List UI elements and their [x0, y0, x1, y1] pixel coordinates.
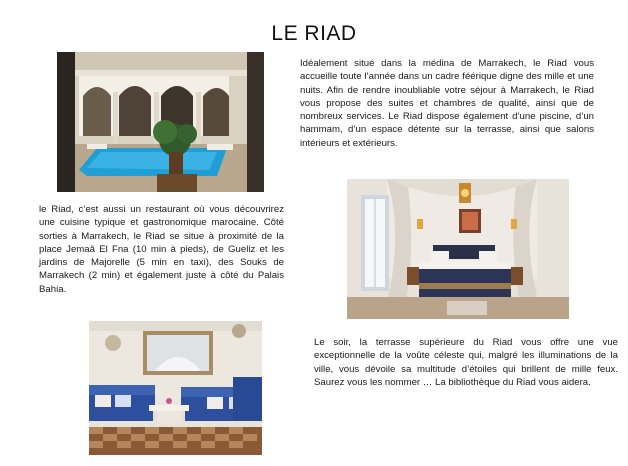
intro-paragraph: Idéalement situé dans la médina de Marrakech, le Riad vous accueille toute l’année dans un cadre féérique digne des mille et une nuits. Afin de rendre inoubliable votre séjour à Marrakech, le Riad vous propose des suites et chambres de qualité, ainsi que de nombreux services. Le Riad dispose également d’une piscine, d’un hammam, d’un espace détente sur la terrasse, ainsi que salons intérieurs et extérieurs.	[300, 58, 594, 149]
bedroom-photo	[347, 179, 569, 319]
page-title: LE RIAD	[271, 22, 357, 45]
courtyard-pool-photo	[57, 52, 264, 192]
terrace-paragraph: Le soir, la terrasse supérieure du Riad vous offre une vue exceptionnelle de la voûte céleste qui, malgré les illuminations de la ville, vous dévoile sa multitude d’étoiles qui brillent de mille feux. Saurez vous les nommer … La bibliothèque du Riad vous aidera.	[314, 337, 618, 388]
salon-photo	[89, 321, 262, 455]
restaurant-paragraph: le Riad, c’est aussi un restaurant où vous découvrirez une cuisine typique et gastronomique marocaine. Côté sorties à Marrakech, le Riad se situe à proximité de la place Jemaâ El Fna (10 min à pieds), de Gueliz et les jardins de Majorelle (5 min en taxi), des Souks de Marrakech (2 min) et également juste à côté du Palais Bahia.	[39, 204, 284, 295]
